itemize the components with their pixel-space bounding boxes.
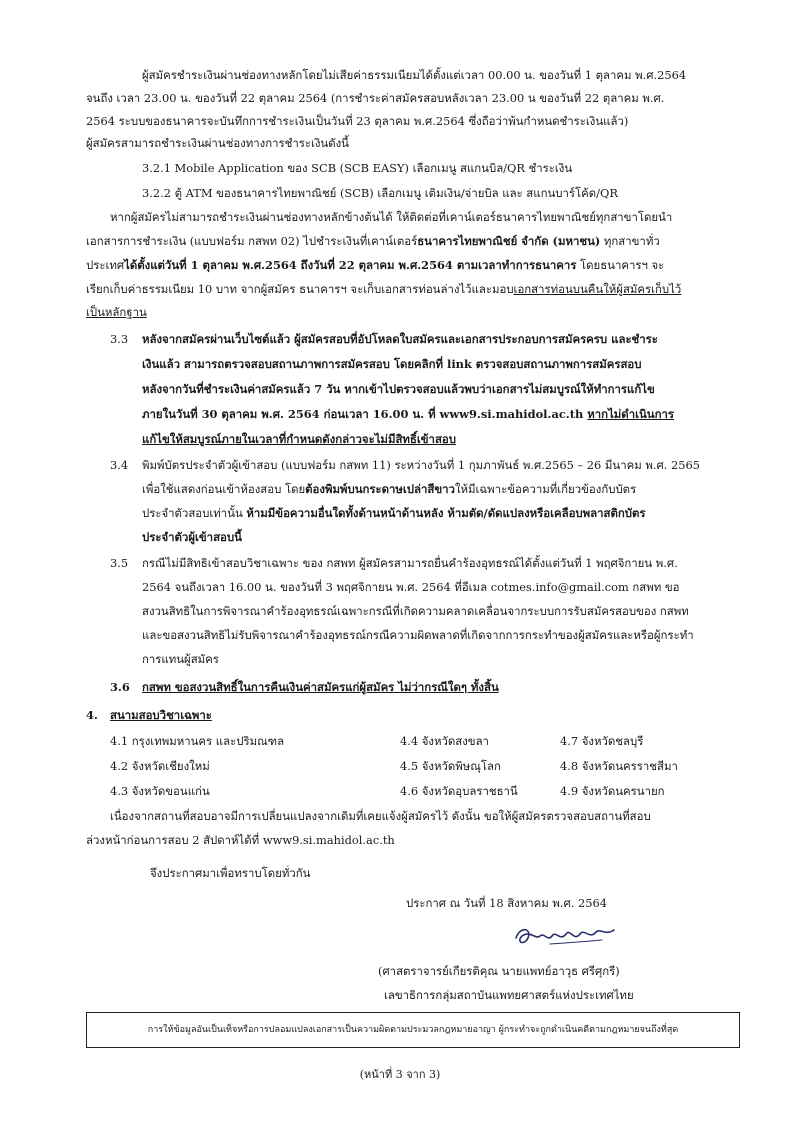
signer-name: (ศาสตราจารย์เกียรติคุณ นายแพทย์อาวุธ ศรีศุกรี) (378, 964, 620, 978)
section-3-4-line-2: เพื่อใช้แสดงก่อนเข้าห้องสอบ โดยต้องพิมพ์บนกระดาษเปล่าสีขาวให้มีเฉพาะข้อความที่เกี่ยวข้องกับบัตร (142, 482, 637, 496)
section-3-3-line-1: หลังจากสมัครผ่านเว็บไซต์แล้ว ผู้สมัครสอบที่อัปโหลดใบสมัครและเอกสารประกอบการสมัครครบ และชำระ (142, 332, 658, 346)
venue-4-7: 4.7 จังหวัดชลบุรี (560, 734, 644, 748)
notice-line-2: ล่วงหน้าก่อนการสอบ 2 สัปดาห์ได้ที่ www9.si.mahidol.ac.th (86, 833, 395, 847)
announce-date: ประกาศ ณ วันที่ 18 สิงหาคม พ.ศ. 2564 (406, 896, 607, 910)
item-3-2-1: 3.2.1 Mobile Application ของ SCB (SCB EASY) เลือกเมนู สแกนบิล/QR ชำระเงิน (142, 161, 573, 175)
venue-4-1: 4.1 กรุงเทพมหานคร และปริมณฑล (110, 734, 285, 748)
closing-text: จึงประกาศมาเพื่อทราบโดยทั่วกัน (150, 866, 311, 880)
counter-line-3: ประเทศได้ตั้งแต่วันที่ 1 ตุลาคม พ.ศ.2564 ถึงวันที่ 22 ตุลาคม พ.ศ.2564 ตามเวลาทำการธนาคาร โดยธนาคารฯ จะ (86, 258, 665, 272)
counter-line-2: เอกสารการชำระเงิน (แบบฟอร์ม กสพท 02) ไปชำระเงินที่เคาน์เตอร์ธนาคารไทยพาณิชย์ จำกัด (มหาชน) ทุกสาขาทั่ว (86, 234, 660, 248)
signer-title: เลขาธิการกลุ่มสถาบันแพทยศาสตร์แห่งประเทศไทย (384, 988, 634, 1002)
page-number: (หน้าที่ 3 จาก 3) (359, 1068, 441, 1081)
venue-4-3: 4.3 จังหวัดขอนแก่น (110, 784, 210, 798)
counter-line-1: หากผู้สมัครไม่สามารถชำระเงินผ่านช่องทางหลักข้างต้นได้ ให้ติดต่อที่เคาน์เตอร์ธนาคารไทยพาณิชย์ทุกสาขาโดยนำ (110, 210, 673, 224)
legal-warning-text: การให้ข้อมูลอันเป็นเท็จหรือการปลอมแปลงเอกสารเป็นความผิดตามประมวลกฎหมายอาญา ผู้กระทำจะถูกดำเนินคดีตามกฎหมายจนถึงที่สุด (147, 1025, 679, 1035)
payment-line-1: ผู้สมัครชำระเงินผ่านช่องทางหลักโดยไม่เสียค่าธรรมเนียมได้ตั้งแต่เวลา 00.00 น. ของวันที่ 1 ตุลาคม พ.ศ.2564 (142, 68, 687, 82)
payment-line-4: ผู้สมัครสามารถชำระเงินผ่านช่องทางการชำระเงินดังนี้ (86, 136, 349, 150)
section-3-3-line-2: เงินแล้ว สามารถตรวจสอบสถานภาพการสมัครสอบ โดยคลิกที่ link ตรวจสอบสถานภาพการสมัครสอบ (142, 357, 642, 371)
section-3-3-line-4: ภายในวันที่ 30 ตุลาคม พ.ศ. 2564 ก่อนเวลา 16.00 น. ที่ www9.si.mahidol.ac.th หากไม่ดำเนินการ (142, 407, 674, 421)
section-3-3-line-3: หลังจากวันที่ชำระเงินค่าสมัครแล้ว 7 วัน หากเข้าไปตรวจสอบแล้วพบว่าเอกสารไม่สมบูรณ์ให้ทำการแก้ไข (142, 382, 655, 396)
section-3-5-number: 3.5 (110, 556, 129, 570)
payment-line-2: จนถึง เวลา 23.00 น. ของวันที่ 22 ตุลาคม 2564 (การชำระค่าสมัครสอบหลังเวลา 23.00 น ของวันที่ 22 ตุลาคม พ.ศ. (86, 91, 665, 105)
section-3-5-line-2: 2564 จนถึงเวลา 16.00 น. ของวันที่ 3 พฤศจิกายน พ.ศ. 2564 ที่อีเมล cotmes.info@gmail.com กสพท ขอ (142, 580, 680, 594)
section-3-5-line-4: และขอสงวนสิทธิไม่รับพิจารณาคำร้องอุทธรณ์กรณีความผิดพลาดที่เกิดจากการกระทำของผู้สมัครและหรือผู้กระทำ (142, 628, 694, 642)
section-3-4-line-1: พิมพ์บัตรประจำตัวผู้เข้าสอบ (แบบฟอร์ม กสพท 11) ระหว่างวันที่ 1 กุมภาพันธ์ พ.ศ.2565 – 26 มีนาคม พ.ศ. 2565 (142, 458, 700, 472)
section-3-5-line-1: กรณีไม่มีสิทธิเข้าสอบวิชาเฉพาะ ของ กสพท ผู้สมัครสามารถยื่นคำร้องอุทธรณ์ได้ตั้งแต่วันที่ 1 พฤศจิกายน พ.ศ. (142, 556, 678, 570)
section-3-6-text: กสพท ขอสงวนสิทธิ์ในการคืนเงินค่าสมัครแก่ผู้สมัคร ไม่ว่ากรณีใดๆ ทั้งสิ้น (142, 680, 499, 694)
item-3-2-2: 3.2.2 ตู้ ATM ของธนาคารไทยพาณิชย์ (SCB) เลือกเมนู เติมเงิน/จ่ายบิล และ สแกนบาร์โค้ด/QR (142, 186, 618, 200)
section-3-3-line-5: แก้ไขให้สมบูรณ์ภายในเวลาที่กำหนดดังกล่าวจะไม่มีสิทธิ์เข้าสอบ (142, 432, 456, 446)
venue-4-4: 4.4 จังหวัดสงขลา (400, 734, 489, 748)
section-3-4-number: 3.4 (110, 458, 129, 472)
payment-line-3: 2564 ระบบของธนาคารจะบันทึกการชำระเงินเป็นวันที่ 23 ตุลาคม พ.ศ.2564 ซึ่งถือว่าพ้นกำหนดชำระเงินแล้ว) (86, 114, 629, 128)
notice-line-1: เนื่องจากสถานที่สอบอาจมีการเปลี่ยนแปลงจากเดิมที่เคยแจ้งผู้สมัครไว้ ดังนั้น ขอให้ผู้สมัครตรวจสอบสถานที่สอบ (110, 809, 651, 823)
venue-4-8: 4.8 จังหวัดนครราชสีมา (560, 759, 678, 773)
section-4-title: สนามสอบวิชาเฉพาะ (110, 708, 212, 722)
legal-warning-box (86, 1012, 740, 1048)
section-4-number: 4. (86, 708, 98, 722)
venue-4-6: 4.6 จังหวัดอุบลราชธานี (400, 784, 518, 798)
section-3-5-line-5: การแทนผู้สมัคร (142, 652, 219, 666)
counter-line-4: เรียกเก็บค่าธรรมเนียม 10 บาท จากผู้สมัคร ธนาคารฯ จะเก็บเอกสารท่อนล่างไว้และมอบเอกสารท่อนบนคืนให้ผู้สมัครเก็บไว้ (86, 282, 682, 296)
signature-image (510, 916, 620, 952)
venue-4-9: 4.9 จังหวัดนครนายก (560, 784, 665, 798)
section-3-6-number: 3.6 (110, 680, 130, 694)
section-3-5-line-3: สงวนสิทธิในการพิจารณาคำร้องอุทธรณ์เฉพาะกรณีที่เกิดความคลาดเคลื่อนจากระบบการรับสมัครสอบของ กสพท (142, 604, 689, 618)
counter-line-5: เป็นหลักฐาน (86, 305, 147, 319)
section-3-3-number: 3.3 (110, 332, 129, 346)
section-3-4-line-4: ประจำตัวผู้เข้าสอบนี้ (142, 530, 242, 544)
section-3-4-line-3: ประจำตัวสอบเท่านั้น ห้ามมีข้อความอื่นใดทั้งด้านหน้าด้านหลัง ห้ามตัด/ดัดแปลงหรือเคลือบพลาสติกบัตร (142, 506, 646, 520)
venue-4-2: 4.2 จังหวัดเชียงใหม่ (110, 759, 210, 773)
venue-4-5: 4.5 จังหวัดพิษณุโลก (400, 759, 501, 773)
